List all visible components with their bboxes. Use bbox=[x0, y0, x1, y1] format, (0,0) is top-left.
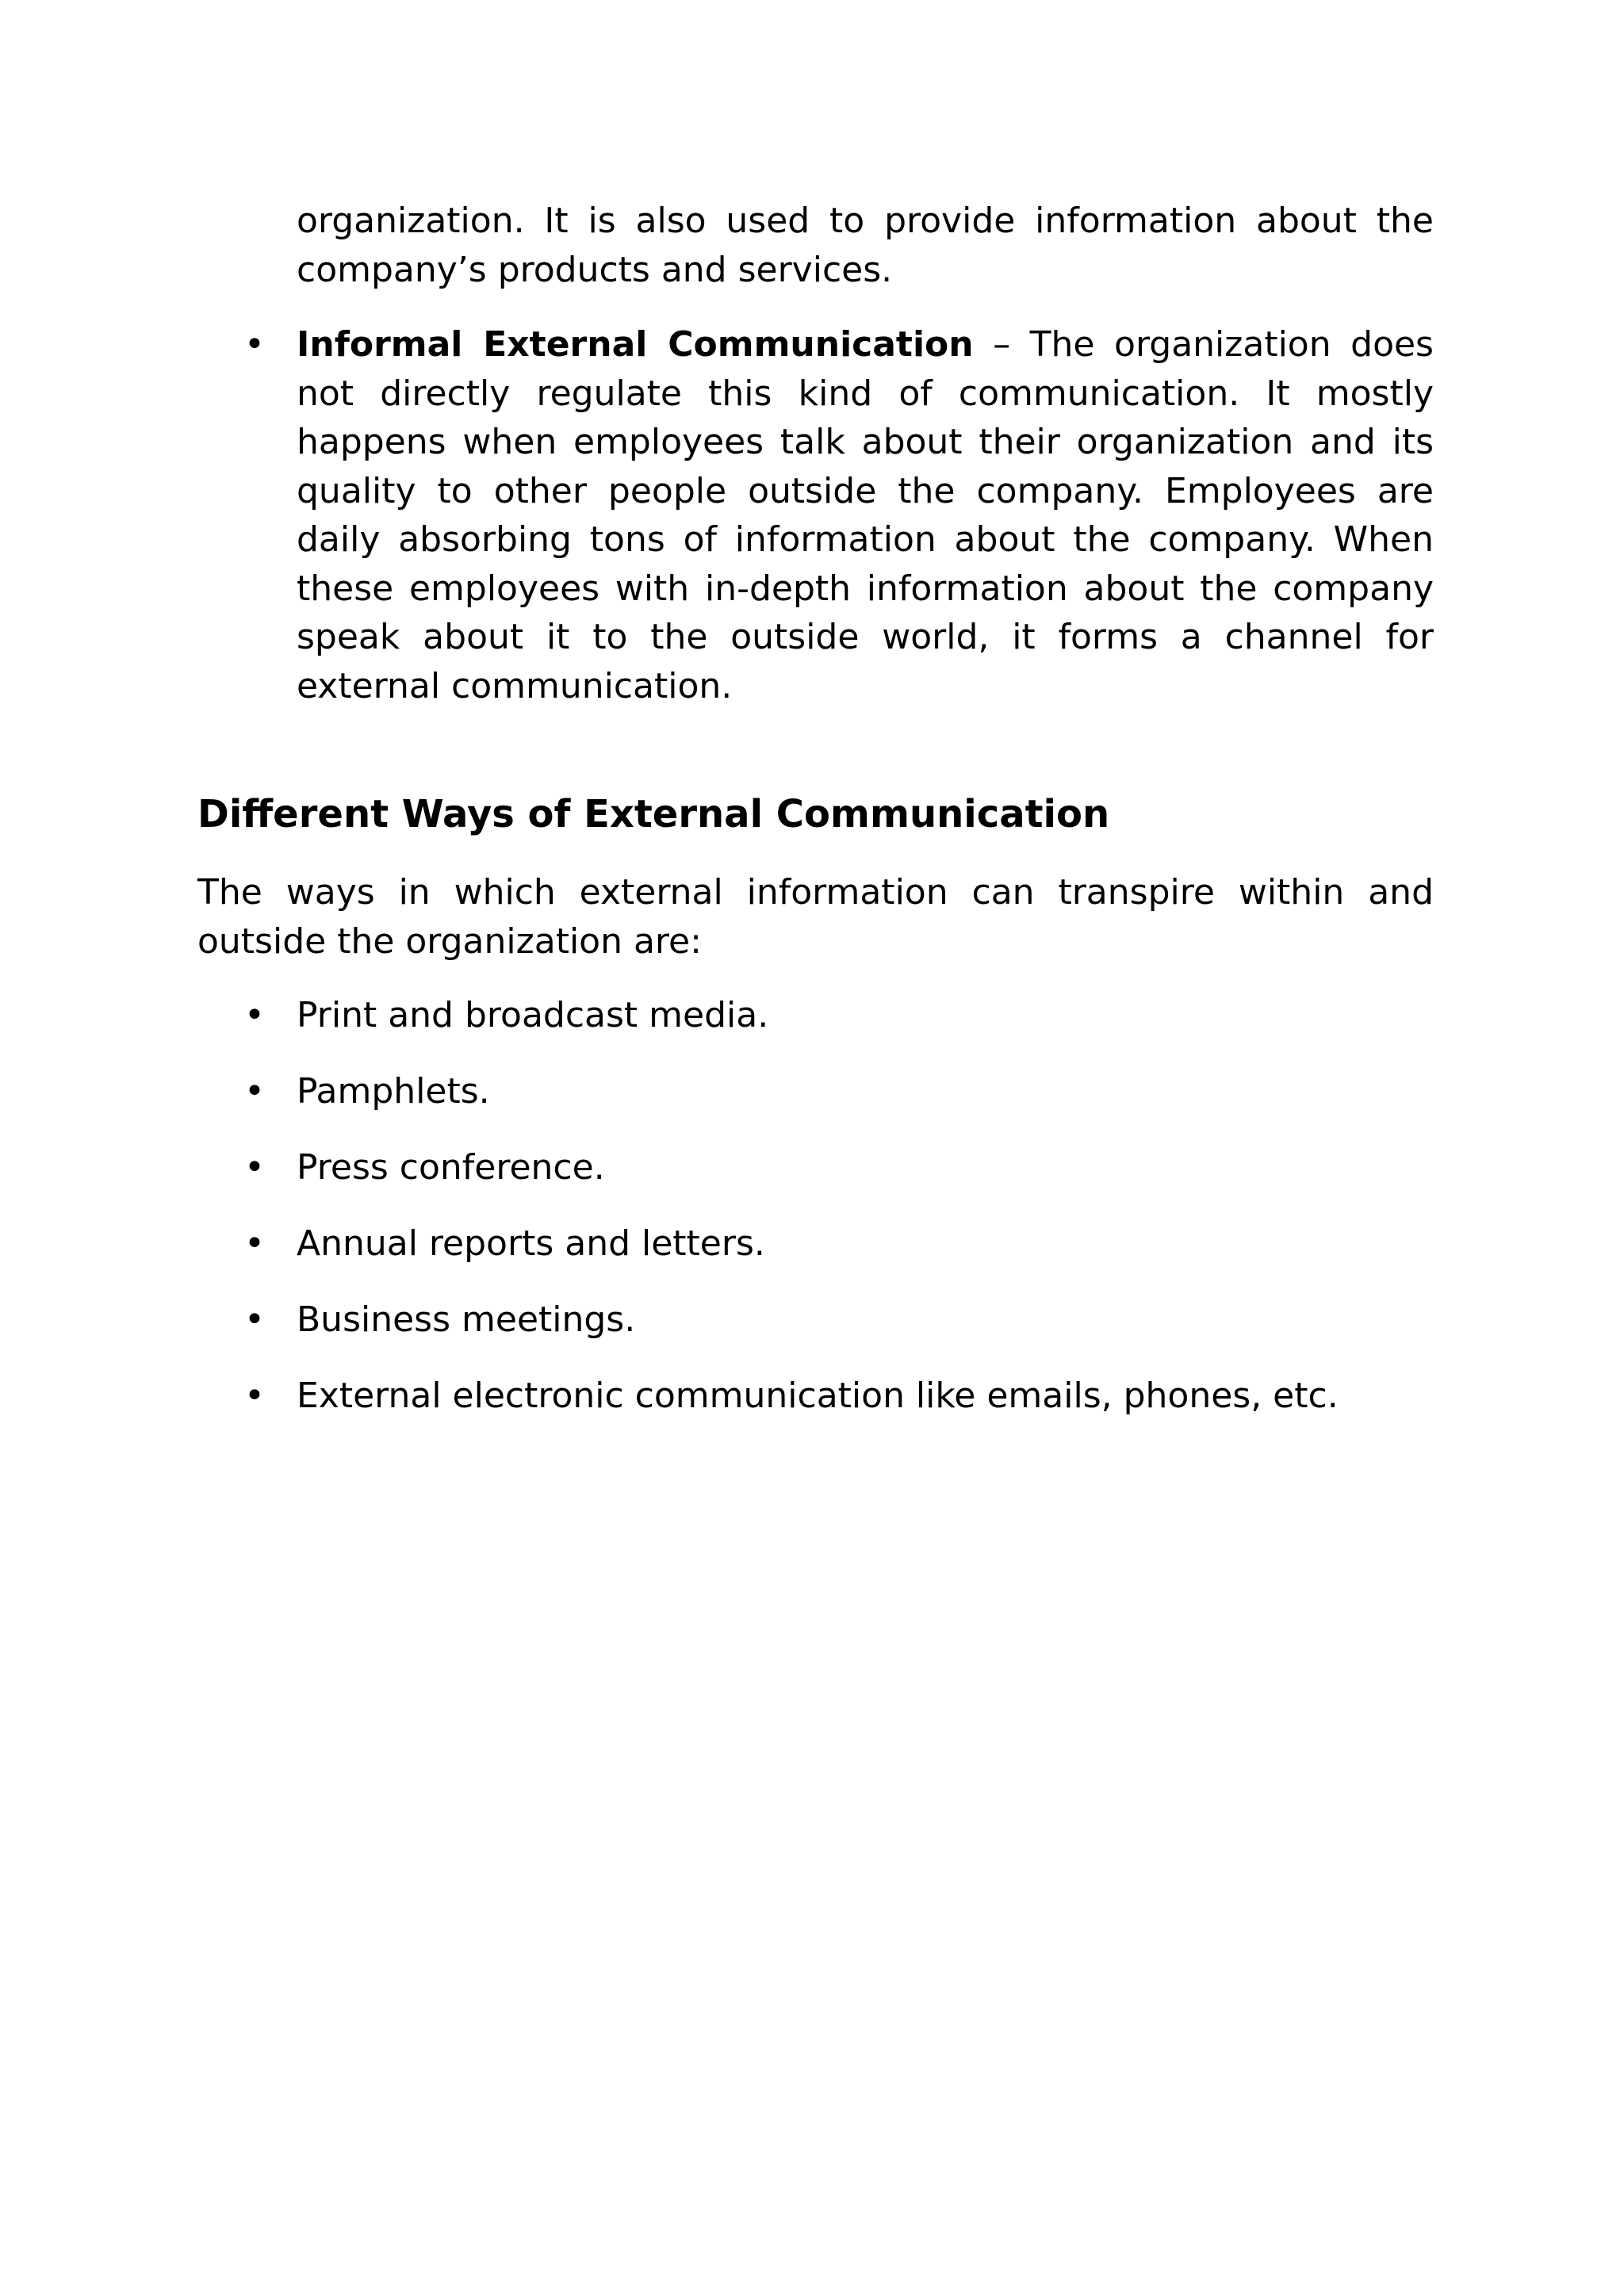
list-item bbox=[0, 1067, 1624, 1143]
bullet-marker: • bbox=[244, 995, 265, 1035]
bullet-marker: • bbox=[244, 1147, 265, 1188]
list-item-text: Business meetings. bbox=[297, 1299, 636, 1340]
list-item bbox=[0, 1295, 1624, 1372]
informal-communication-paragraph bbox=[297, 320, 1434, 710]
list-item bbox=[0, 1219, 1624, 1295]
continuation-paragraph: organization. It is also used to provide information about the company’s products and services. bbox=[297, 201, 1434, 290]
list-item bbox=[0, 1143, 1624, 1219]
list-item-text: Press conference. bbox=[297, 1147, 605, 1188]
section-heading: Different Ways of External Communication bbox=[197, 792, 1110, 836]
informal-communication-term: Informal External Communication bbox=[297, 324, 974, 365]
bullet-marker: • bbox=[244, 1223, 265, 1264]
list-item-text: Pamphlets. bbox=[297, 1071, 490, 1112]
section-intro-paragraph: The ways in which external information can transpire within and outside the organization are: bbox=[197, 872, 1434, 962]
list-item bbox=[0, 1372, 1624, 1448]
bullet-marker: • bbox=[244, 324, 265, 365]
list-item-text: External electronic communication like emails, phones, etc. bbox=[297, 1376, 1339, 1416]
list-item-text: Annual reports and letters. bbox=[297, 1223, 765, 1264]
informal-communication-description: – The organization does not directly regulate this kind of communication. It mostly happens when employees talk about their organization and its quality to other people outside the company. Employees are daily absorbing tons of information about the company. When these employees with in-depth information about the company speak about it to the outside world, it forms a channel for external communication. bbox=[297, 324, 1434, 706]
bullet-marker: • bbox=[244, 1071, 265, 1112]
bullet-marker: • bbox=[244, 1376, 265, 1416]
list-item bbox=[0, 991, 1624, 1067]
bullet-marker: • bbox=[244, 1299, 265, 1340]
external-communication-ways-list bbox=[0, 991, 1624, 1448]
list-item-text: Print and broadcast media. bbox=[297, 995, 769, 1035]
